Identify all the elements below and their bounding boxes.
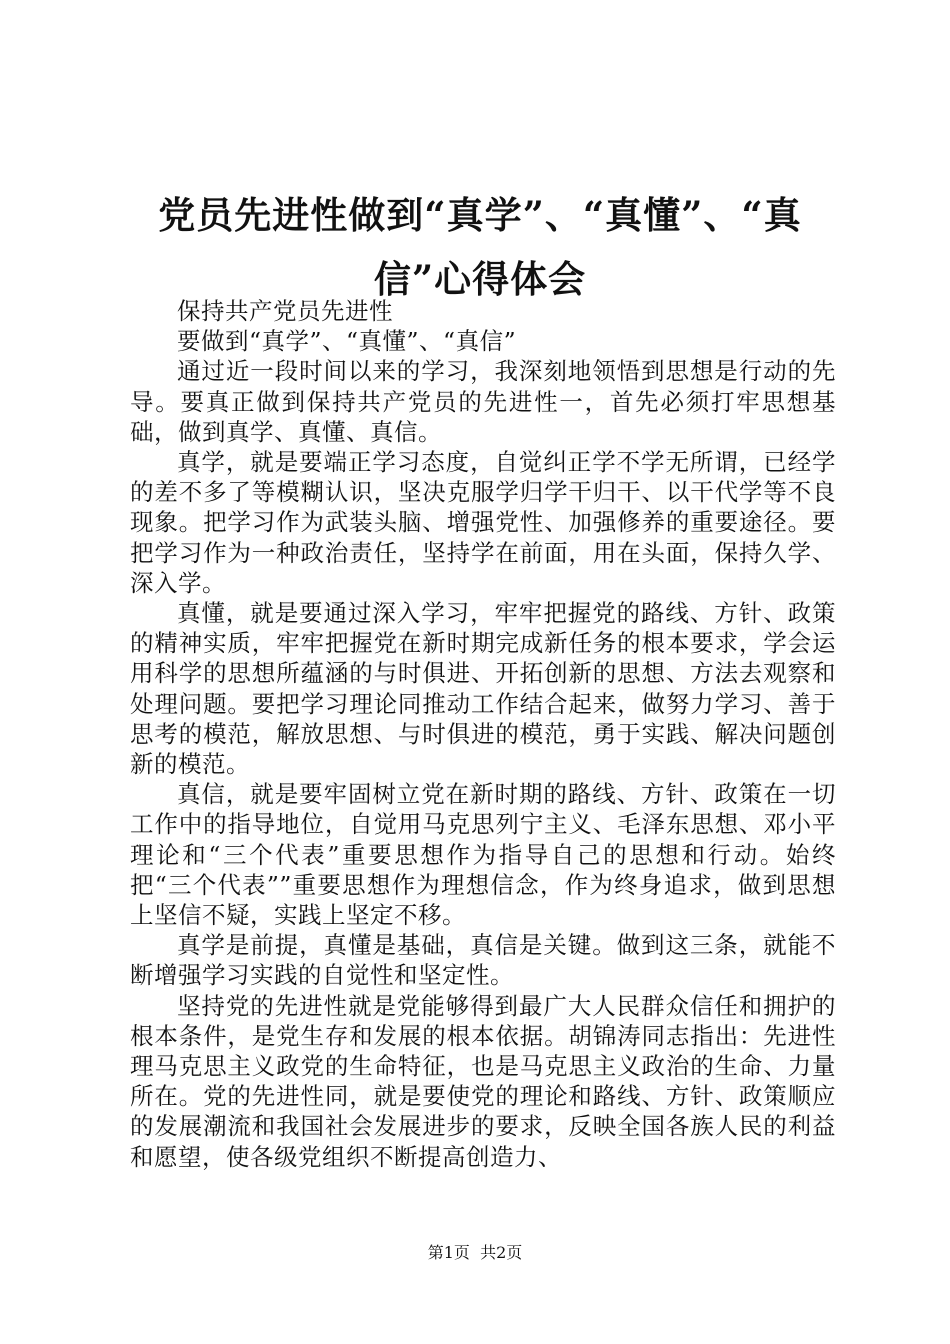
paragraph: 真信，就是要牢固树立党在新时期的路线、方针、政策在一切工作中的指导地位，自觉用马克思列宁主义、毛泽东思想、邓小平理论和“三个代表”重要思想作为指导自己的思想和行动。始终把“三个代表””重要思想作为理想信念，作为终身追求，做到思想上坚信不疑，实践上坚定不移。	[130, 780, 836, 930]
page-number: 第1页	[427, 1243, 470, 1262]
page-total: 共2页	[480, 1243, 523, 1262]
paragraph: 坚持党的先进性就是党能够得到最广大人民群众信任和拥护的根本条件，是党生存和发展的根本依据。胡锦涛同志指出：先进性理马克思主义政党的生命特征，也是马克思主义政治的生命、力量所在。党的先进性同，就是要使党的理论和路线、方针、政策顺应的发展潮流和我国社会发展进步的要求，反映全国各族人民的利益和愿望，使各级党组织不断提高创造力、	[130, 991, 836, 1171]
paragraph: 真学是前提，真懂是基础，真信是关键。做到这三条，就能不断增强学习实践的自觉性和坚定性。	[130, 931, 836, 990]
title-line-2: 信”心得体会	[373, 257, 587, 301]
paragraph: 要做到“真学”、“真懂”、“真信”	[177, 327, 517, 356]
paragraph: 通过近一段时间以来的学习，我深刻地领悟到思想是行动的先导。要真正做到保持共产党员的先进性一，首先必须打牢思想基础，做到真学、真懂、真信。	[130, 357, 836, 446]
page-footer	[0, 1243, 950, 1263]
document-title	[130, 183, 830, 311]
paragraph: 真懂，就是要通过深入学习，牢牢把握党的路线、方针、政策的精神实质，牢牢把握党在新时期完成新任务的根本要求，学会运用科学的思想所蕴涵的与时俱进、开拓创新的思想、方法去观察和处理问题。要把学习理论同推动工作结合起来，做努力学习、善于思考的模范，解放思想、与时俱进的模范，勇于实践、解决问题创新的模范。	[130, 599, 836, 779]
title-line-1: 党员先进性做到“真学”、“真懂”、“真	[158, 193, 802, 237]
paragraph: 真学，就是要端正学习态度，自觉纠正学不学无所谓，已经学的差不多了等模糊认识，坚决克服学归学干归干、以干代学等不良现象。把学习作为武装头脑、增强党性、加强修养的重要途径。要把学习作为一种政治责任，坚持学在前面，用在头面，保持久学、深入学。	[130, 448, 836, 597]
paragraph: 保持共产党员先进性	[177, 297, 393, 325]
document-body	[130, 296, 836, 1172]
